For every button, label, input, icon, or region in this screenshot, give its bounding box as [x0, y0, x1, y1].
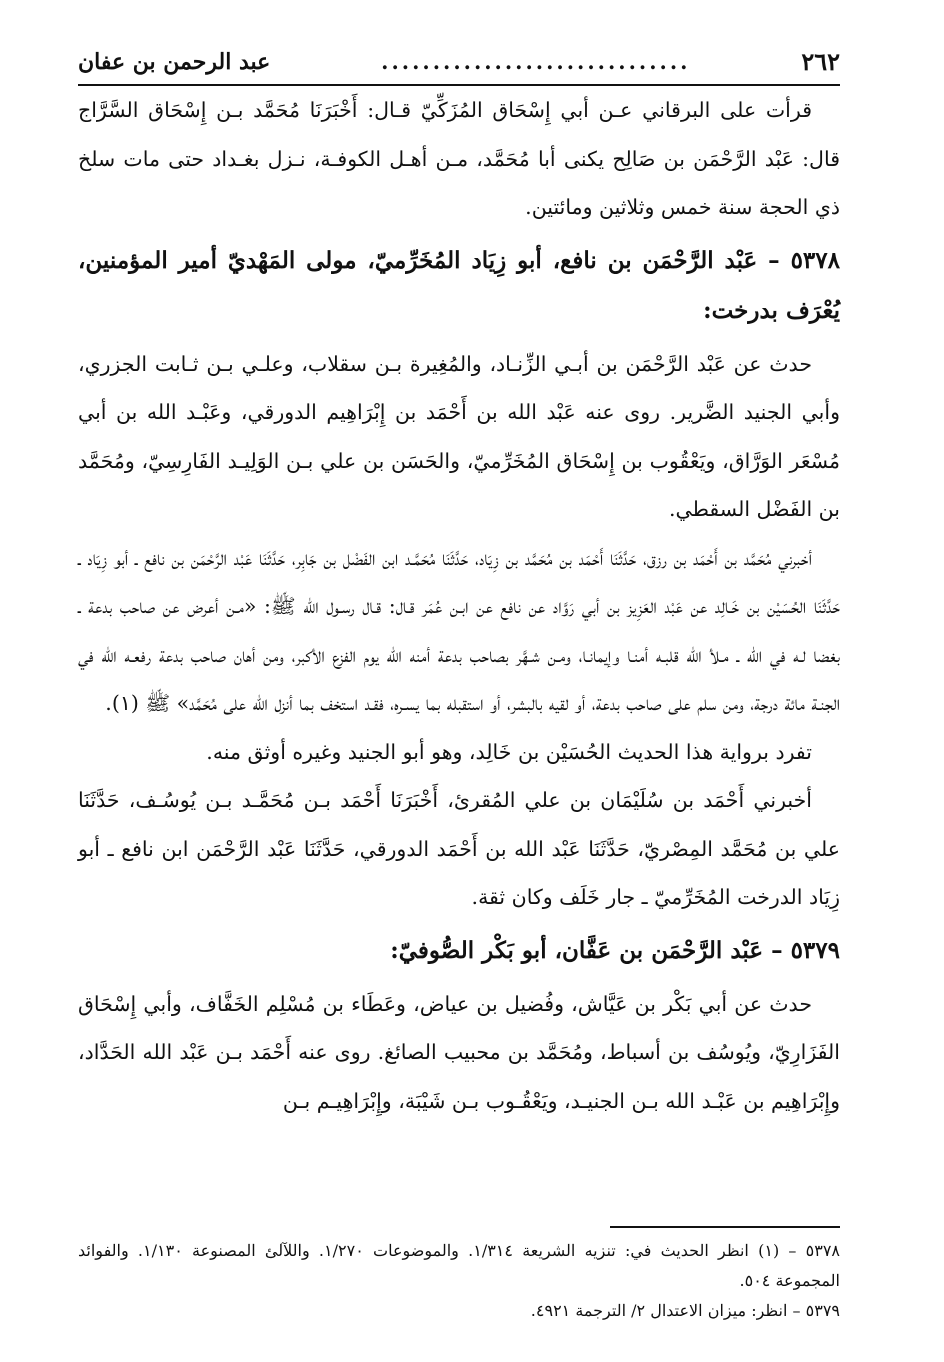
paragraph-isnad: أخبرني أَحْمَد بن سُلَيْمَان بن علي المُقرئ، أَخْبَرَنَا أَحْمَد بـن مُحَمَّـد بـن يُوسُـف، حَدَّثَنَا علي بن مُحَمَّد المِصْريّ، حَدَّثَنَا عَبْد الله بن أَحْمَد الدورقي، حَدَّثَنَا عَبْد الرَّحْمَن ابن نافع ـ أبو زِيَاد الدرخت المُخَرِّميّ ـ جار خَلَف وكان ثقة.: [78, 788, 840, 909]
main-text: [78, 86, 840, 1125]
paragraph-continuation: قرأت على البرقاني عـن أبي إِسْحَاق المُزَكِّيّ قـال: أَخْبَرَنَا مُحَمَّد بـن إِسْحَاق السَّرَّاج قال: عَبْد الرَّحْمَن بن صَالِح يكنى أبا مُحَمَّد، مـن أهـل الكوفـة، نـزل بغـداد حتى مات سلخ ذي الحجة سنة خمس وثلاثين ومائتين.: [78, 98, 840, 219]
running-title: عبد الرحمن بن عفان: [78, 49, 271, 75]
footnote-divider: [610, 1226, 840, 1228]
paragraph-narrators-5379: حدث عن أبي بَكْر بن عَيَّاش، وفُضيل بن عياض، وعَطَاء بن مُسْلِم الخَفَّاف، وأبي إِسْحَاق الفَزَارِيّ، ويُوسُف بن أسباط، ومُحَمَّد بن محبيب الصائغ. روى عنه أَحْمَد بـن عَبْد الله الحَدَّاد، وإِبْرَاهِيم بن عَبْـد الله بـن الجنيـد، ويَعْقُـوب بـن شَيْبَة، وإِبْرَاهِيـم بـن: [78, 991, 840, 1113]
running-header: [78, 40, 840, 86]
entry-heading-5378: ٥٣٧٨ – عَبْد الرَّحْمَن بن نافع، أبو زِيَاد المُخَرِّميّ، مولى المَهْديّ أمير المؤمنين، يُعْرَف بدرخت:: [78, 246, 840, 324]
paragraph-narrators: حدث عن عَبْد الرَّحْمَن بن أبـي الزِّنـاد، والمُغِيرة بـن سقلاب، وعلـي بـن ثـابت الجزري، وأبي الجنيد الضَّرير. روى عنه عَبْد الله بن أَحْمَد بن إِبْرَاهِيم الدورقي، وعَبْـد الله بن أبي مُسْعَر الوَرَّاق، ويَعْقُوب بن إِسْحَاق المُخَرِّميّ، والحَسَن بن علي بـن الوَلِيـد الفَارِسِيّ، ومُحَمَّد بن الفَضْل السقطي.: [78, 351, 840, 521]
footnote-5379: ٥٣٧٩ – انظر: ميزان الاعتدال ٢/ الترجمة ٤٩٢١.: [530, 1301, 840, 1320]
entry-heading-5379: ٥٣٧٩ – عَبْد الرَّحْمَن بن عَفَّان، أبو بَكْر الصُّوفيّ:: [390, 936, 840, 964]
page-number: ٢٦٢: [801, 47, 840, 76]
header-leader-dots: ..............................: [381, 49, 691, 74]
paragraph-remark: تفرد برواية هذا الحديث الحُسَيْن بن خَالِد، وهو أبو الجنيد وغيره أوثق منه.: [206, 739, 812, 764]
footnote-5378: ٥٣٧٨ – (١) انظر الحديث في: تنزيه الشريعة ١/٣١٤. والموضوعات ١/٢٧٠. واللآلئ المصنوعة ١/١٣٠. والفوائد المجموعة ٥٠٤.: [78, 1241, 841, 1290]
paragraph-hadith: أخبرني مُحَمَّد بن أَحْمَد بن رزق، حَدَّثَنَا أَحْمَد بن مُحَمَّد بن زِيَاد، حَدَّثَنَا مُحَمَّـد ابن الفَضْل بن جَابِر، حَدَّثَنَا عَبْد الرَّحْمَن بن نافع ـ أبو زِيَاد ـ حَدَّثَنَا الحُسَيْن بن خَـالِد عن عَبْد العَزِيز بن أبي رَوَّاد عن نافع عن ابـن عُمَر قـال: قـال رسـول الله ﷺ: «مـن أعرض عن صاحب بدعة ـ بغضا لـه في الله ـ مـلأ الله قلبـه أمنـا وإيمانـا، ومـن شـهَّر بصاحب بدعة أمنه الله يوم الفزع الأكبر، ومن أهان صاحب بدعة رفعـه الله في الجنـة مائة درجة، ومن سلم على صاحب بدعة، أو لقيه بالبشر، أو استقبله بما يسـره، فقـد استخف بما أنزل الله على مُحَمَّد» ﷺ (١).: [78, 545, 840, 715]
footnotes: [78, 1236, 840, 1326]
book-page: [78, 40, 840, 1330]
